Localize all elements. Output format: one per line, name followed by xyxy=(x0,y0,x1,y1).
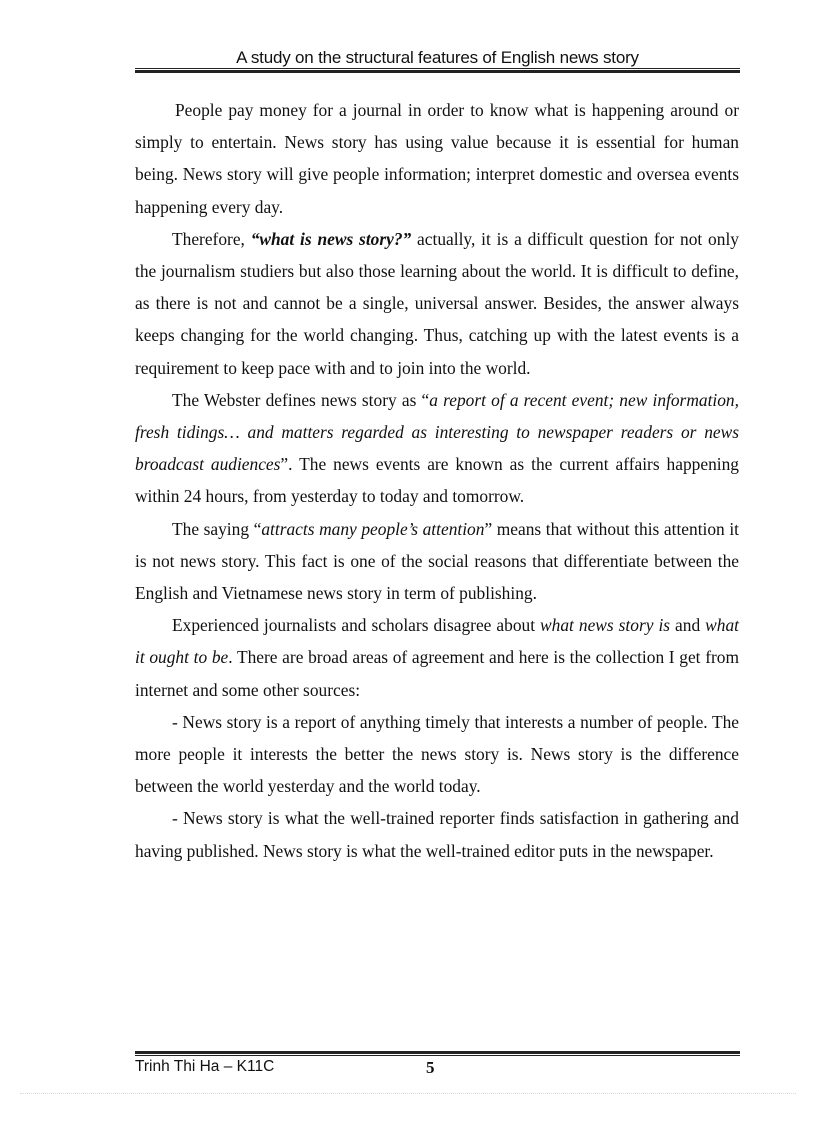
paragraph-1 xyxy=(135,94,739,223)
paragraph-7-bullet xyxy=(135,802,739,866)
paragraph-3-text-a: The Webster defines news story as “ xyxy=(172,389,430,410)
body-text xyxy=(135,94,739,867)
paragraph-1-text: People pay money for a journal in order to know what is happening around or simply to entertain. News story has using value because it is essential for human being. News story will give people information; interpret domestic and oversea events happening every day. xyxy=(135,100,739,217)
paragraph-4 xyxy=(135,513,739,610)
paragraph-5-text-b: and xyxy=(670,615,706,636)
paragraph-3-text-b: ”. The news events are known as the current affairs happening within 24 hours, from yesterday to today and tomorrow. xyxy=(135,454,740,507)
paragraph-2-text-b: actually, it is a difficult question for not only the journalism studiers but also those learning about the world. It is difficult to define, as there is not and cannot be a single, universal answer. Besides, the answer always keeps changing for the world changing. Thus, catching up with the latest events is a requirement to keep pace with and to join into the world. xyxy=(135,228,739,378)
paragraph-4-quote: attracts many people’s attention xyxy=(261,518,485,539)
paragraph-2-text-a: Therefore, xyxy=(172,228,251,249)
paragraph-6-bullet xyxy=(135,706,739,803)
paragraph-5-emph-2: what it ought to be xyxy=(135,615,739,668)
paragraph-2-question: “what is news story?” xyxy=(250,228,412,249)
page-number: 5 xyxy=(426,1058,435,1077)
page-header-title: A study on the structural features of English news story xyxy=(236,48,639,67)
paragraph-5-emph-1: what news story is xyxy=(540,615,671,636)
paragraph-4-text-a: The saying “ xyxy=(172,518,262,539)
paragraph-4-text-b: ” means that without this attention it is not news story. This fact is one of the social reasons that differentiate between the English and Vietnamese news story in term of publishing. xyxy=(135,518,740,604)
paragraph-6-text: - News story is a report of anything timely that interests a number of people. The more people it interests the better the news story is. News story is the difference between the world yesterday and the world today. xyxy=(135,711,739,797)
header-rule xyxy=(135,68,740,73)
paragraph-5 xyxy=(135,609,739,706)
paragraph-3-definition: a report of a recent event; new information, fresh tidings… and matters regarded as interesting to newspaper readers or news broadcast audiences xyxy=(135,389,739,475)
paragraph-7-text: - News story is what the well-trained reporter finds satisfaction in gathering and having published. News story is what the well-trained editor puts in the newspaper. xyxy=(135,808,739,861)
paragraph-5-text-c: . There are broad areas of agreement and here is the collection I get from internet and some other sources: xyxy=(135,647,739,700)
footer-author: Trinh Thi Ha – K11C xyxy=(135,1058,275,1075)
paragraph-5-text-a: Experienced journalists and scholars disagree about xyxy=(172,615,541,636)
paragraph-3 xyxy=(135,384,739,513)
footer-rule xyxy=(135,1051,740,1056)
paragraph-2 xyxy=(135,223,739,384)
page-edge-divider xyxy=(20,1093,796,1094)
